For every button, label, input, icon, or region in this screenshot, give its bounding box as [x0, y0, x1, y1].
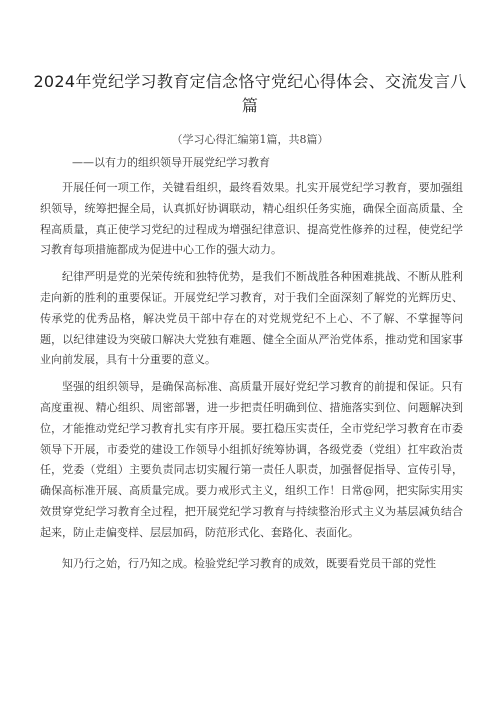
document-title: 2024年党纪学习教育定信念恪守党纪心得体会、交流发言八篇	[33, 72, 467, 115]
document-body	[40, 178, 463, 580]
paragraph: 开展任何一项工作，关键看组织，最终看效果。扎实开展党纪学习教育，要加强组织领导，统筹把握全局，认真抓好协调联动，精心组织任务实施，确保全面高质量、全程高质量，真正使学习党纪的过程成为增强纪律意识、提高党性修养的过程，使党纪学习教育每项措施都成为促进中心工作的强大动力。	[40, 181, 463, 257]
paragraph: 坚强的组织领导，是确保高标准、高质量开展好党纪学习教育的前提和保证。只有高度重视、精心组织、周密部署，进一步把责任明确到位、措施落实到位、问题解决到位，才能推动党纪学习教育扎实有序开展。要扛稳压实责任，全市党纪学习教育在市委领导下开展，市委党的建设工作领导小组抓好统筹协调，各级党委（党组）扛牢政治责任，党委（党组）主要负责同志切实履行第一责任人职责，加强督促指导、宣传引导，确保高标准开展、高质量完成。要力戒形式主义，组织工作！日常@网，把实际实用实效贯穿党纪学习教育全过程，把开展党纪学习教育与持续整治形式主义为基层减负结合起来，防止走偏变样、层层加码，防范形式化、套路化、表面化。	[40, 380, 463, 539]
document-subtitle: （学习心得汇编第1篇，共8篇）	[171, 133, 329, 146]
paragraph: 纪律严明是党的光荣传统和独特优势，是我们不断战胜各种困难挑战、不断从胜利走向新的胜利的重要保证。开展党纪学习教育，对于我们全面深刻了解党的光辉历史、传承党的优秀品格，解决党员干部中存在的对党规党纪不上心、不了解、不掌握等问题，以纪律建设为突破口解决大党独有难题、健全全面从严治党体系，推动党和国家事业向前发展，具有十分重要的意义。	[40, 270, 463, 367]
paragraph: 知乃行之始，行乃知之成。检验党纪学习教育的成效，既要看党员干部的党性	[62, 556, 436, 570]
section-theme: ——以有力的组织领导开展党纪学习教育	[72, 156, 270, 169]
